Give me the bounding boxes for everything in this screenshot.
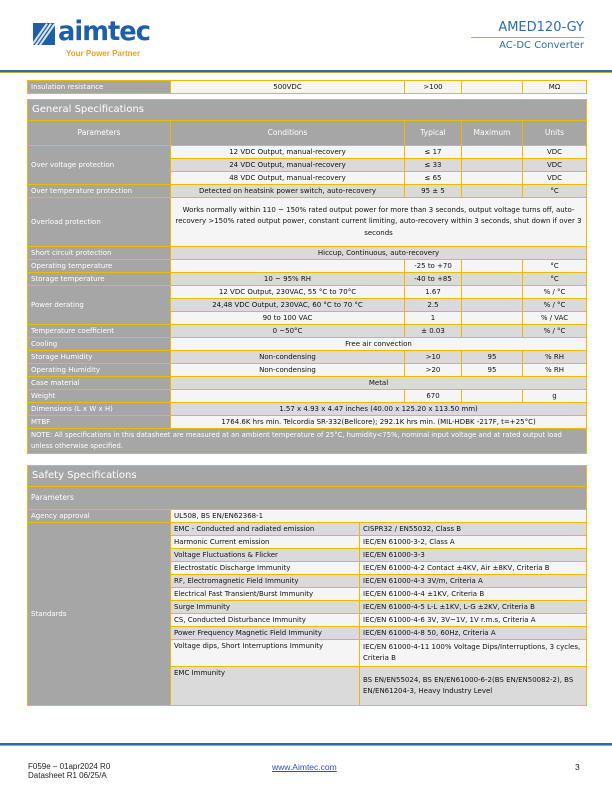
datasheet-revision: Datasheet R1 06/25/A [28,771,107,780]
typical-cell: 95 ± 5 [405,185,462,198]
maximum-cell: 95 [462,351,523,364]
product-name: AMED120-GY [471,20,584,38]
typical-cell: 670 [405,390,462,403]
table-row [28,247,587,260]
param-weight: Weight [28,390,171,403]
agency-approval-value: UL508, BS EN/EN62368-1 [171,510,587,523]
logo-wordmark: aimtec [58,16,151,47]
maximum-cell [462,299,523,312]
param-power-derating: Power derating [28,286,171,325]
footer-divider [0,743,612,746]
standard-value: IEC/EN 61000-4-2 Contact ±4KV, Air ±8KV, Criteria B [360,562,587,575]
typical-cell: 1.67 [405,286,462,299]
standard-name: Harmonic Current emission [171,536,360,549]
standard-value: IEC/EN 61000-3-2, Class A [360,536,587,549]
condition-cell: Detected on heatsink power switch, auto-recovery [171,185,405,198]
page-number: 3 [575,762,580,772]
units-cell: % RH [523,351,587,364]
units-cell: °C [523,185,587,198]
param-standards: Standards [28,523,171,706]
param-short-circuit: Short circuit protection [28,247,171,260]
col-parameters: Parameters [28,121,171,146]
website-link[interactable]: www.Aimtec.com [272,762,337,772]
typical-cell: 1 [405,312,462,325]
typical-cell: 2.5 [405,299,462,312]
section-title-general: General Specifications [28,100,587,121]
condition-cell: 10 ~ 95% RH [171,273,405,286]
col-units: Units [523,121,587,146]
safety-specifications-table [27,465,587,706]
units-cell: VDC [523,159,587,172]
table-row [28,351,587,364]
safety-column-header: Parameters [28,487,587,510]
condition-cell [171,390,405,403]
param-storage-humidity: Storage Humidity [28,351,171,364]
maximum-cell [462,286,523,299]
maximum-cell: 95 [462,364,523,377]
table-row [28,510,587,523]
condition-cell: Works normally within 110 ~ 150% rated output power for more than 3 seconds, output voltage turns off, auto-recovery >150% rated output power, constant current limiting, auto-recovery within 3 seconds, shut down if over 3 seconds [171,198,587,247]
standard-name: EMC - Conducted and radiated emission [171,523,360,536]
units-cell: °C [523,260,587,273]
condition-cell: 0 ~50°C [171,325,405,338]
standard-value: CISPR32 / EN55032, Class B [360,523,587,536]
units-cell: °C [523,273,587,286]
table-row [28,198,587,247]
param-storage-temperature: Storage temperature [28,273,171,286]
note-row [28,429,587,454]
standard-value: IEC/EN 61000-4-11 100% Voltage Dips/Interruptions, 3 cycles, Criteria B [360,640,587,667]
standard-name: RF, Electromagnetic Field Immunity [171,575,360,588]
section-title-safety: Safety Specifications [28,466,587,487]
param-insulation: Insulation resistance [28,81,171,94]
standard-value: IEC/EN 61000-4-3 3V/m, Criteria A [360,575,587,588]
typical-cell: >100 [405,81,462,94]
col-conditions: Conditions [171,121,405,146]
column-header-row [28,121,587,146]
table-row [28,416,587,429]
logo-tagline: Your Power Partner [66,49,141,58]
maximum-cell [462,159,523,172]
standard-name: Electrical Fast Transient/Burst Immunity [171,588,360,601]
footer-doc-info [28,762,110,780]
table-row [28,273,587,286]
maximum-cell [462,260,523,273]
param-dimensions: Dimensions (L x W x H) [28,403,171,416]
col-maximum: Maximum [462,121,523,146]
table-row [28,364,587,377]
param-cooling: Cooling [28,338,171,351]
typical-cell: >20 [405,364,462,377]
typical-cell: >10 [405,351,462,364]
param-operating-humidity: Operating Humidity [28,364,171,377]
condition-cell: Metal [171,377,587,390]
condition-cell: 48 VDC Output, manual-recovery [171,172,405,185]
typical-cell: ≤ 17 [405,146,462,159]
product-type: AC-DC Converter [499,40,584,51]
units-cell: MΩ [523,81,587,94]
table-row [28,377,587,390]
logo-mark-icon [33,23,55,45]
standard-name: Power Frequency Magnetic Field Immunity [171,627,360,640]
aimtec-logo [33,16,158,62]
typical-cell: -25 to +70 [405,260,462,273]
standard-value: IEC/EN 61000-4-8 50, 60Hz, Criteria A [360,627,587,640]
condition-cell: Hiccup, Continuous, auto-recovery [171,247,587,260]
units-cell: g [523,390,587,403]
header-divider [0,70,612,73]
table-row [28,325,587,338]
doc-code: F059e – 01apr2024 R0 [28,762,111,771]
table-row [28,338,587,351]
table-row [28,403,587,416]
standard-name: CS, Conducted Disturbance Immunity [171,614,360,627]
units-cell: % / VAC [523,312,587,325]
maximum-cell [462,172,523,185]
standard-value: BS EN/EN55024, BS EN/EN61000-6-2(BS EN/EN50082-2), BS EN/EN61204-3, Heavy Industry Level [360,667,587,706]
param-temperature-coefficient: Temperature coefficient [28,325,171,338]
units-cell: VDC [523,172,587,185]
standard-name: EMC Immunity [171,667,360,706]
typical-cell: ± 0.03 [405,325,462,338]
condition-cell [171,260,405,273]
standard-value: IEC/EN 61000-4-5 L-L ±1KV, L-G ±2KV, Criteria B [360,601,587,614]
standard-value: IEC/EN 61000-4-4 ±1KV, Criteria B [360,588,587,601]
condition-cell: Non-condensing [171,351,405,364]
condition-cell: 1764.6K hrs min. Telcordia SR-332(Bellcore); 292.1K hrs min. (MIL-HDBK -217F, t=+25°C) [171,416,587,429]
table-row [28,286,587,299]
standard-value: IEC/EN 61000-4-6 3V, 3V~1V, 1V r.m.s, Criteria A [360,614,587,627]
table-row [28,523,587,536]
maximum-cell [462,390,523,403]
units-cell: % / °C [523,299,587,312]
insulation-table [27,80,587,94]
table-row [28,390,587,403]
units-cell: % RH [523,364,587,377]
units-cell: % / °C [523,325,587,338]
standard-name: Surge Immunity [171,601,360,614]
condition-cell: Free air convection [171,338,587,351]
maximum-cell [462,146,523,159]
condition-cell: Non-condensing [171,364,405,377]
standard-name: Voltage Fluctuations & Flicker [171,549,360,562]
param-overload: Overload protection [28,198,171,247]
param-over-voltage: Over voltage protection [28,146,171,185]
general-specifications-table [27,99,587,454]
maximum-cell [462,325,523,338]
condition-cell: 12 VDC Output, manual-recovery [171,146,405,159]
table-row [28,146,587,159]
param-case-material: Case material [28,377,171,390]
param-mtbf: MTBF [28,416,171,429]
maximum-cell [462,185,523,198]
condition-cell: 90 to 100 VAC [171,312,405,325]
condition-cell: 24 VDC Output, manual-recovery [171,159,405,172]
condition-cell: 1.57 x 4.93 x 4.47 inches (40.00 x 125.20 x 113.50 mm) [171,403,587,416]
typical-cell: -40 to +85 [405,273,462,286]
col-typical: Typical [405,121,462,146]
typical-cell: ≤ 33 [405,159,462,172]
standard-value: IEC/EN 61000-3-3 [360,549,587,562]
standard-name: Electrostatic Discharge Immunity [171,562,360,575]
param-over-temperature: Over temperature protection [28,185,171,198]
maximum-cell [462,81,523,94]
condition-cell: 500VDC [171,81,405,94]
maximum-cell [462,312,523,325]
table-row [28,260,587,273]
condition-cell: 24,48 VDC Output, 230VAC, 60 °C to 70 °C [171,299,405,312]
units-cell: VDC [523,146,587,159]
product-heading [471,20,584,51]
standard-name: Voltage dips, Short Interruptions Immunity [171,640,360,667]
typical-cell: ≤ 65 [405,172,462,185]
table-row [28,81,587,94]
param-operating-temperature: Operating temperature [28,260,171,273]
specification-note: NOTE: All specifications in this datasheet are measured at an ambient temperature of 25°C, humidity<75%, nominal input voltage and at rated output load unless otherwise specified. [28,429,587,454]
table-row [28,185,587,198]
maximum-cell [462,273,523,286]
condition-cell: 12 VDC Output, 230VAC, 55 °C to 70°C [171,286,405,299]
units-cell: % / °C [523,286,587,299]
param-agency-approval: Agency approval [28,510,171,523]
